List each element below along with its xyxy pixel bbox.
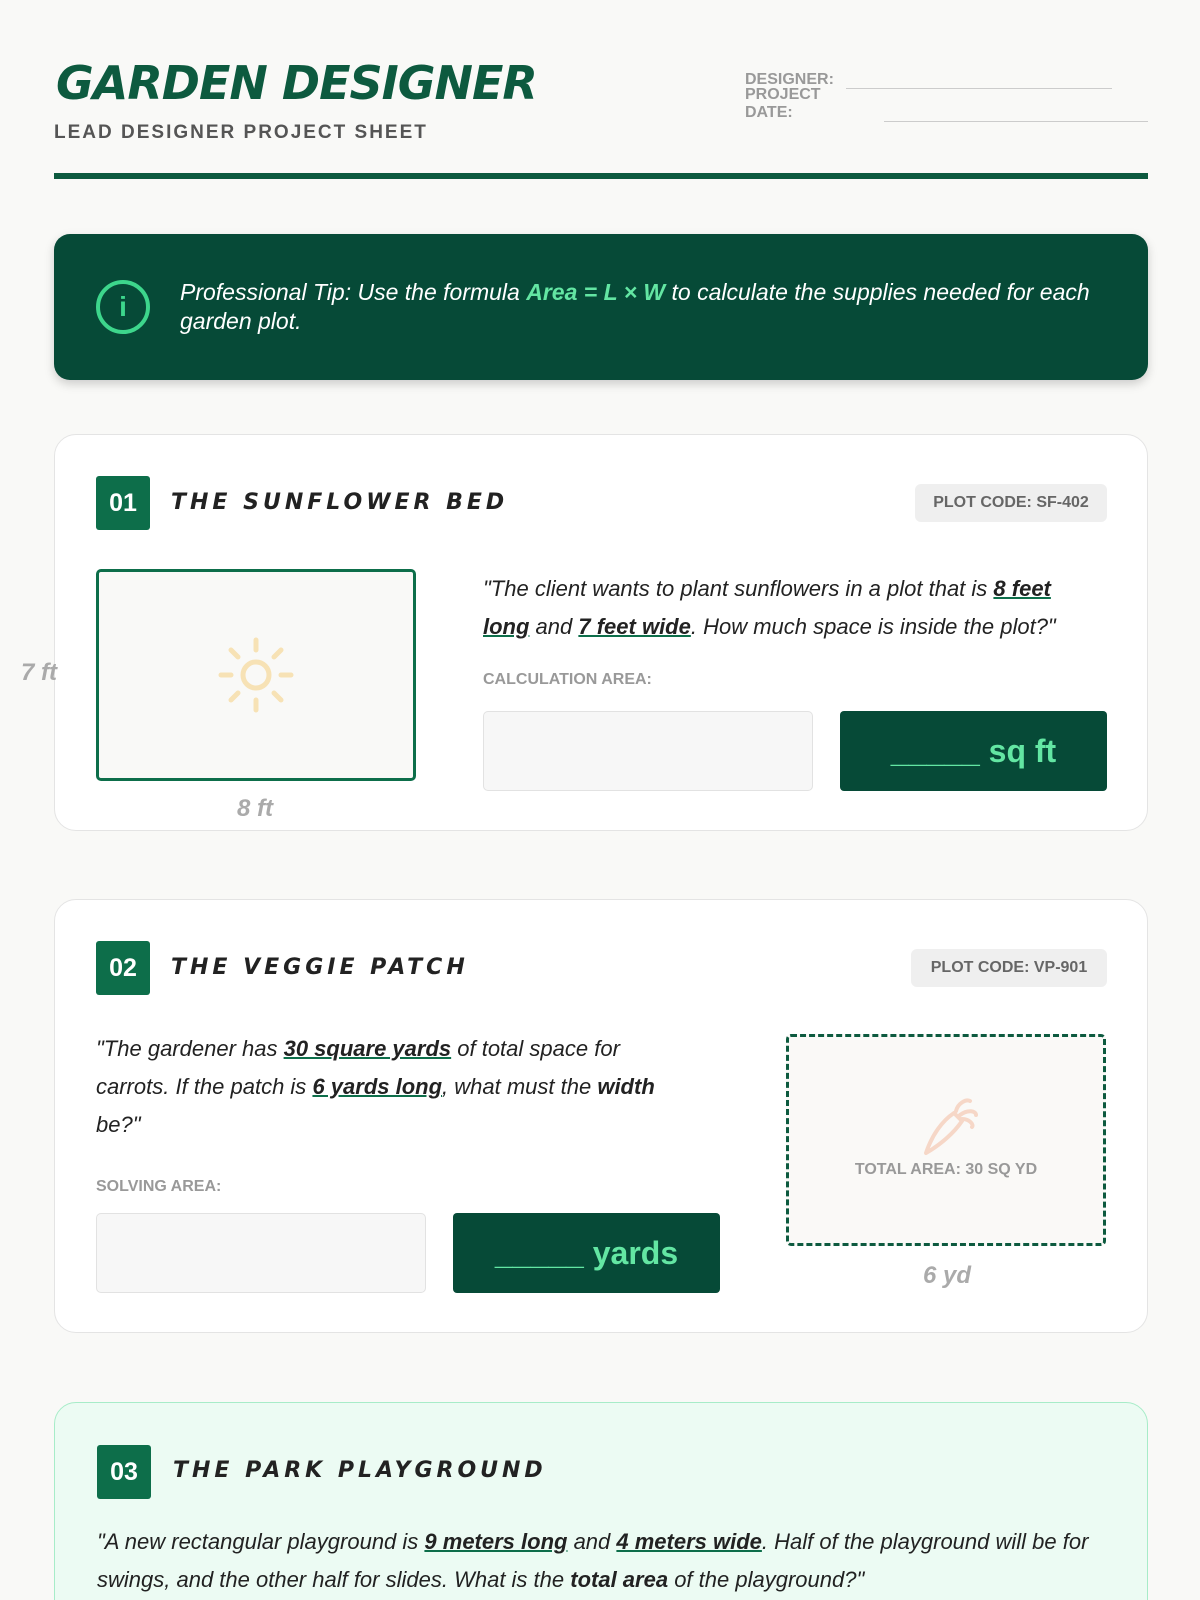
plot-card-sunflower bbox=[21, 434, 1148, 831]
sunflower-plot-diagram bbox=[96, 569, 416, 781]
plot-number: 01 bbox=[96, 476, 150, 530]
answer-box[interactable]: _____ sq ft bbox=[840, 711, 1107, 791]
total-area-label: TOTAL AREA: 30 SQ YD bbox=[854, 1161, 1038, 1178]
page-title: GARDEN DESIGNER bbox=[56, 56, 537, 110]
calculation-area-input[interactable] bbox=[483, 711, 813, 791]
plot-question: "The gardener has 30 square yards of total space for carrots. If the patch is 6 yards long, what must the width be?" bbox=[96, 1036, 655, 1137]
plot-length-label: 8 ft bbox=[237, 795, 273, 822]
plot-number: 03 bbox=[97, 1445, 151, 1499]
answer-box[interactable]: _____ yards bbox=[453, 1213, 720, 1293]
project-meta bbox=[745, 56, 1148, 122]
page-header bbox=[54, 50, 1148, 180]
plot-question: "The client wants to plant sunflowers in a plot that is 8 feet long and 7 feet wide. How much space is inside the plot?" bbox=[483, 576, 1056, 639]
project-date-label: PROJECT DATE: bbox=[745, 86, 821, 121]
carrot-icon bbox=[914, 1095, 980, 1161]
professional-tip-banner bbox=[54, 234, 1148, 380]
project-date-field[interactable] bbox=[884, 102, 1148, 122]
plot-code-badge: PLOT CODE: VP-901 bbox=[911, 949, 1107, 987]
designer-label: DESIGNER: bbox=[745, 71, 834, 88]
header-divider bbox=[54, 173, 1148, 179]
plot-width-label: 7 ft bbox=[21, 659, 57, 686]
plot-card-playground bbox=[54, 1402, 1148, 1600]
area-formula: Area = L × W bbox=[526, 279, 666, 305]
plot-code-badge: PLOT CODE: SF-402 bbox=[915, 484, 1107, 522]
info-icon: i bbox=[96, 280, 150, 334]
veggie-plot-diagram bbox=[786, 1034, 1106, 1246]
plot-card-veggie bbox=[54, 899, 1148, 1333]
sun-icon bbox=[216, 635, 296, 715]
plot-title: THE SUNFLOWER BED bbox=[171, 490, 509, 515]
plot-question: "A new rectangular playground is 9 meters long and 4 meters wide. Half of the playground will be for swings, and the other half for slides. What is the total area of the playground?" bbox=[97, 1529, 1089, 1592]
page-subtitle: LEAD DESIGNER PROJECT SHEET bbox=[54, 122, 428, 143]
plot-number: 02 bbox=[96, 941, 150, 995]
plot-length-label: 6 yd bbox=[923, 1262, 972, 1289]
calculation-area-label: CALCULATION AREA: bbox=[483, 671, 652, 688]
designer-field[interactable] bbox=[846, 69, 1112, 89]
solving-area-label: SOLVING AREA: bbox=[96, 1178, 222, 1195]
plot-title: THE VEGGIE PATCH bbox=[171, 955, 469, 980]
tip-text: Professional Tip: Use the formula Area = L × W to calculate the supplies needed for each garden plot. bbox=[180, 279, 1090, 334]
solving-area-input[interactable] bbox=[96, 1213, 426, 1293]
plot-title: THE PARK PLAYGROUND bbox=[173, 1458, 547, 1483]
